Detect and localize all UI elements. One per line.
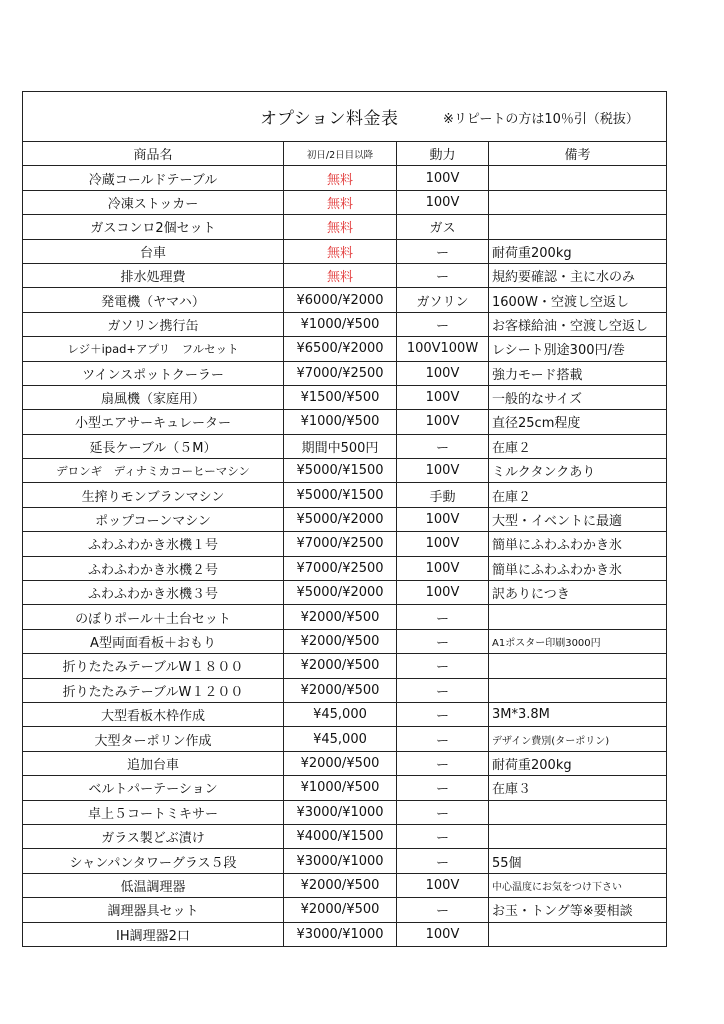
- item-note-cell: 直径25cm程度: [489, 410, 667, 434]
- header-name: 商品名: [23, 142, 284, 166]
- item-power-cell: 100V: [397, 361, 489, 385]
- item-note-cell: 簡単にふわふわかき氷: [489, 532, 667, 556]
- repeat-discount-note: ※リピートの方は10％引（税抜）: [443, 112, 639, 127]
- item-note-cell: 強力モード搭載: [489, 361, 667, 385]
- item-price-cell: ¥3000/¥1000: [284, 922, 397, 946]
- item-note-cell: [489, 166, 667, 190]
- item-price-cell: 無料: [284, 215, 397, 239]
- item-price-cell: ¥3000/¥1000: [284, 849, 397, 873]
- item-note-cell: お客様給油・空渡し空返し: [489, 312, 667, 336]
- item-power-cell: 100V: [397, 385, 489, 409]
- item-price-cell: ¥6000/¥2000: [284, 288, 397, 312]
- item-note-cell: [489, 605, 667, 629]
- price-sheet: [22, 91, 667, 947]
- item-power-cell: 100V: [397, 581, 489, 605]
- table-row: [23, 459, 666, 483]
- table-row: [23, 263, 666, 287]
- item-power-cell: ー: [397, 702, 489, 726]
- item-name-cell: ふわふわかき氷機２号: [23, 556, 284, 580]
- table-row: [23, 507, 666, 531]
- item-note-cell: 在庫３: [489, 776, 667, 800]
- item-note-cell: 中心温度にお気をつけ下さい: [489, 873, 667, 897]
- item-note-cell: お玉・トング等※要相談: [489, 898, 667, 922]
- table-row: [23, 702, 666, 726]
- item-power-cell: ー: [397, 654, 489, 678]
- item-power-cell: ー: [397, 776, 489, 800]
- table-row: [23, 898, 666, 922]
- item-name-cell: 調理器具セット: [23, 898, 284, 922]
- item-price-cell: ¥6500/¥2000: [284, 337, 397, 361]
- item-price-cell: ¥45,000: [284, 702, 397, 726]
- item-price-cell: ¥2000/¥500: [284, 873, 397, 897]
- table-row: [23, 410, 666, 434]
- item-power-cell: ー: [397, 678, 489, 702]
- item-name-cell: レジ＋ipad+アプリ フルセット: [23, 337, 284, 361]
- table-row: [23, 312, 666, 336]
- item-power-cell: ガス: [397, 215, 489, 239]
- table-row: [23, 629, 666, 653]
- item-note-cell: 簡単にふわふわかき氷: [489, 556, 667, 580]
- item-name-cell: 卓上５コートミキサー: [23, 800, 284, 824]
- table-row: [23, 483, 666, 507]
- table-row: [23, 434, 666, 458]
- item-note-cell: レシート別途300円/巻: [489, 337, 667, 361]
- table-row: [23, 678, 666, 702]
- item-price-cell: ¥7000/¥2500: [284, 556, 397, 580]
- item-power-cell: 100V: [397, 532, 489, 556]
- item-name-cell: ポップコーンマシン: [23, 507, 284, 531]
- table-row: [23, 190, 666, 214]
- table-row: [23, 824, 666, 848]
- item-name-cell: 発電機（ヤマハ）: [23, 288, 284, 312]
- table-row: [23, 605, 666, 629]
- item-power-cell: 100V: [397, 190, 489, 214]
- item-price-cell: 無料: [284, 239, 397, 263]
- table-row: [23, 337, 666, 361]
- item-name-cell: 冷凍ストッカー: [23, 190, 284, 214]
- item-note-cell: A1ポスター印刷3000円: [489, 629, 667, 653]
- item-price-cell: ¥2000/¥500: [284, 654, 397, 678]
- table-row: [23, 288, 666, 312]
- item-power-cell: ー: [397, 239, 489, 263]
- table-row: [23, 776, 666, 800]
- item-price-cell: 無料: [284, 263, 397, 287]
- table-row: [23, 654, 666, 678]
- item-price-cell: ¥5000/¥1500: [284, 483, 397, 507]
- item-power-cell: 100V: [397, 556, 489, 580]
- item-price-cell: ¥1000/¥500: [284, 312, 397, 336]
- item-name-cell: 延長ケーブル（５M）: [23, 434, 284, 458]
- item-name-cell: 折りたたみテーブルW１８００: [23, 654, 284, 678]
- table-row: [23, 532, 666, 556]
- item-note-cell: [489, 654, 667, 678]
- item-note-cell: 耐荷重200kg: [489, 239, 667, 263]
- item-name-cell: 大型ターポリン作成: [23, 727, 284, 751]
- item-name-cell: ガソリン携行缶: [23, 312, 284, 336]
- item-power-cell: ガソリン: [397, 288, 489, 312]
- item-power-cell: 100V100W: [397, 337, 489, 361]
- item-price-cell: 無料: [284, 166, 397, 190]
- item-name-cell: ベルトパーテーション: [23, 776, 284, 800]
- item-note-cell: 大型・イベントに最適: [489, 507, 667, 531]
- item-price-cell: ¥45,000: [284, 727, 397, 751]
- table-row: [23, 800, 666, 824]
- item-power-cell: ー: [397, 849, 489, 873]
- options-table: [23, 142, 666, 946]
- item-name-cell: 排水処理費: [23, 263, 284, 287]
- item-power-cell: 100V: [397, 507, 489, 531]
- page-title: オプション料金表: [260, 109, 399, 129]
- table-row: [23, 727, 666, 751]
- item-name-cell: 折りたたみテーブルW１２００: [23, 678, 284, 702]
- item-name-cell: ガラス製どぶ漬け: [23, 824, 284, 848]
- item-note-cell: 3M*3.8M: [489, 702, 667, 726]
- item-price-cell: 無料: [284, 190, 397, 214]
- table-row: [23, 922, 666, 946]
- item-price-cell: ¥1000/¥500: [284, 776, 397, 800]
- item-power-cell: ー: [397, 434, 489, 458]
- item-power-cell: 100V: [397, 166, 489, 190]
- item-name-cell: IH調理器2口: [23, 922, 284, 946]
- item-power-cell: 100V: [397, 873, 489, 897]
- header-power: 動力: [397, 142, 489, 166]
- item-power-cell: ー: [397, 824, 489, 848]
- item-note-cell: 在庫２: [489, 483, 667, 507]
- item-power-cell: ー: [397, 312, 489, 336]
- item-price-cell: ¥1500/¥500: [284, 385, 397, 409]
- item-power-cell: ー: [397, 605, 489, 629]
- table-row: [23, 581, 666, 605]
- table-row: [23, 215, 666, 239]
- table-row: [23, 556, 666, 580]
- item-price-cell: ¥7000/¥2500: [284, 361, 397, 385]
- item-name-cell: 台車: [23, 239, 284, 263]
- item-name-cell: 小型エアサーキュレーター: [23, 410, 284, 434]
- item-note-cell: 55個: [489, 849, 667, 873]
- item-note-cell: [489, 215, 667, 239]
- item-power-cell: ー: [397, 898, 489, 922]
- item-name-cell: のぼりポール＋土台セット: [23, 605, 284, 629]
- item-price-cell: ¥7000/¥2500: [284, 532, 397, 556]
- table-row: [23, 873, 666, 897]
- item-note-cell: [489, 922, 667, 946]
- table-row: [23, 385, 666, 409]
- item-price-cell: ¥5000/¥2000: [284, 507, 397, 531]
- item-note-cell: 一般的なサイズ: [489, 385, 667, 409]
- item-price-cell: ¥2000/¥500: [284, 605, 397, 629]
- table-body: [23, 166, 666, 946]
- header-note: 備考: [489, 142, 667, 166]
- item-note-cell: [489, 678, 667, 702]
- item-note-cell: 規約要確認・主に水のみ: [489, 263, 667, 287]
- item-note-cell: [489, 824, 667, 848]
- item-name-cell: ツインスポットクーラー: [23, 361, 284, 385]
- item-note-cell: 在庫２: [489, 434, 667, 458]
- item-name-cell: ガスコンロ2個セット: [23, 215, 284, 239]
- item-price-cell: ¥5000/¥2000: [284, 581, 397, 605]
- item-name-cell: ふわふわかき氷機１号: [23, 532, 284, 556]
- item-power-cell: 100V: [397, 410, 489, 434]
- table-header-row: [23, 142, 666, 166]
- item-power-cell: 100V: [397, 459, 489, 483]
- item-price-cell: ¥1000/¥500: [284, 410, 397, 434]
- item-price-cell: ¥2000/¥500: [284, 898, 397, 922]
- table-row: [23, 751, 666, 775]
- item-price-cell: ¥5000/¥1500: [284, 459, 397, 483]
- item-name-cell: 追加台車: [23, 751, 284, 775]
- item-price-cell: ¥3000/¥1000: [284, 800, 397, 824]
- table-row: [23, 849, 666, 873]
- item-price-cell: ¥4000/¥1500: [284, 824, 397, 848]
- item-name-cell: 冷蔵コールドテーブル: [23, 166, 284, 190]
- item-price-cell: ¥2000/¥500: [284, 629, 397, 653]
- item-power-cell: ー: [397, 727, 489, 751]
- title-row: [23, 92, 666, 142]
- item-name-cell: デロンギ ディナミカコーヒーマシン: [23, 459, 284, 483]
- item-name-cell: ふわふわかき氷機３号: [23, 581, 284, 605]
- table-row: [23, 166, 666, 190]
- item-name-cell: 大型看板木枠作成: [23, 702, 284, 726]
- item-power-cell: 手動: [397, 483, 489, 507]
- table-row: [23, 361, 666, 385]
- item-name-cell: A型両面看板＋おもり: [23, 629, 284, 653]
- item-note-cell: ミルクタンクあり: [489, 459, 667, 483]
- item-power-cell: ー: [397, 800, 489, 824]
- header-price: 初日/2日目以降: [284, 142, 397, 166]
- item-note-cell: 1600W・空渡し空返し: [489, 288, 667, 312]
- item-note-cell: デザイン費別(ターポリン): [489, 727, 667, 751]
- item-name-cell: シャンパンタワーグラス５段: [23, 849, 284, 873]
- item-power-cell: ー: [397, 629, 489, 653]
- item-name-cell: 扇風機（家庭用）: [23, 385, 284, 409]
- item-price-cell: 期間中500円: [284, 434, 397, 458]
- item-note-cell: [489, 190, 667, 214]
- item-price-cell: ¥2000/¥500: [284, 751, 397, 775]
- item-power-cell: ー: [397, 751, 489, 775]
- item-note-cell: 耐荷重200kg: [489, 751, 667, 775]
- item-name-cell: 低温調理器: [23, 873, 284, 897]
- item-note-cell: [489, 800, 667, 824]
- item-note-cell: 訳ありにつき: [489, 581, 667, 605]
- item-power-cell: 100V: [397, 922, 489, 946]
- item-name-cell: 生搾りモンブランマシン: [23, 483, 284, 507]
- item-power-cell: ー: [397, 263, 489, 287]
- table-row: [23, 239, 666, 263]
- item-price-cell: ¥2000/¥500: [284, 678, 397, 702]
